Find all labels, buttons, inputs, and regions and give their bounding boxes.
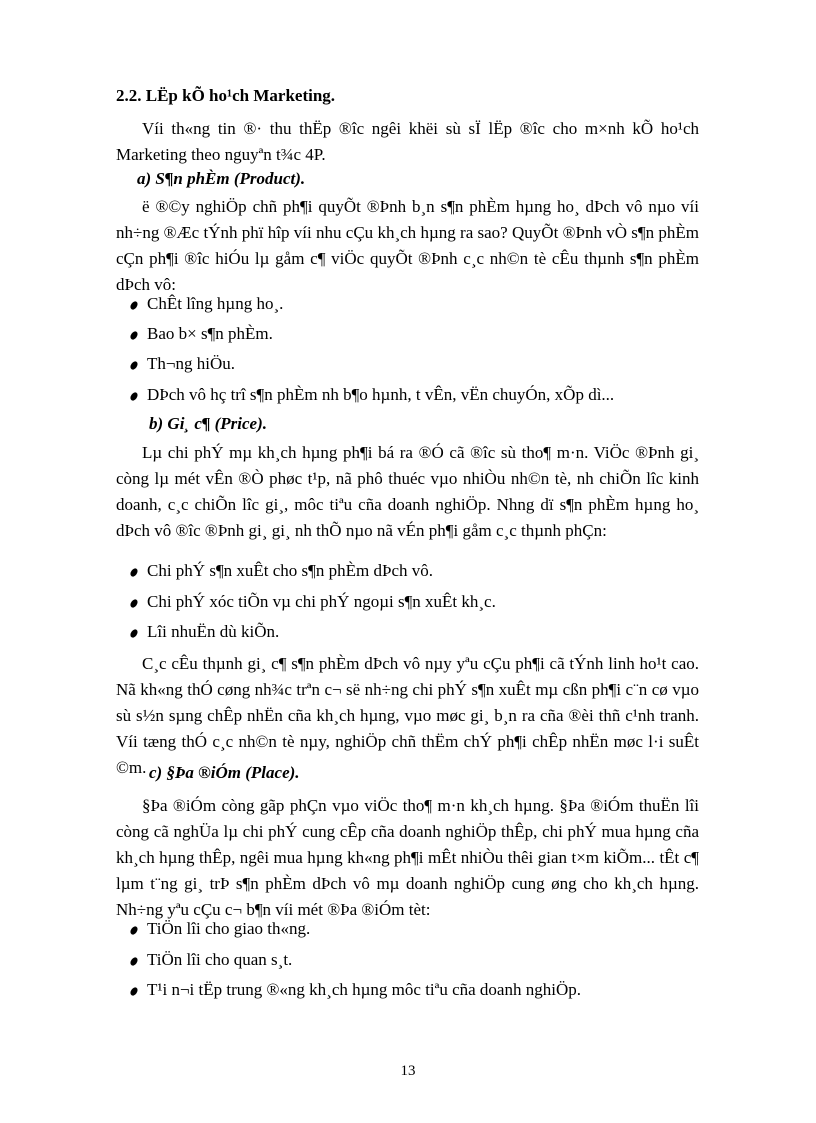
- place-paragraph: §Þa ®iÓm còng gãp phÇn vµo viÖc tho¶ m·n kh¸ch hµng. §Þa ®iÓm thuËn lîi còng cã nghÜa lµ chi phÝ cung cÊp cña doanh nghiÖp thÊp, chi phÝ mua hµng cña kh¸ch hµng thÊp, ngêi mua hµng kh«ng ph¶i mÊt nhiÒu thêi gian t×m kiÕm... tÊt c¶ lµm t¨ng gi¸ trÞ s¶n phÈm dÞch vô mµ doanh nghiÖp cung øng cho kh¸ch hµng. Nh÷ng yªu cÇu c¬ b¶n víi mét ®Þa ®iÓm tèt:: [116, 796, 699, 919]
- list-item: Bao b× s¶n phÈm.: [137, 324, 263, 344]
- bullet-icon: [129, 360, 139, 371]
- bullet-icon: [129, 598, 139, 609]
- list-item: DÞch vô hç trî s¶n phÈm nh b¶o hµnh, t vÊn, vËn chuyÓn, xÕp dì...: [137, 385, 604, 405]
- bullet-icon: [129, 300, 139, 311]
- bullet-icon: [129, 956, 139, 967]
- bullet-icon: [129, 628, 139, 639]
- price-paragraph-2: C¸c cÊu thµnh gi¸ c¶ s¶n phÈm dÞch vô nµy yªu cÇu ph¶i cã tÝnh linh ho¹t cao. Nã kh«ng thÓ cøng nh¾c trªn c¬ së nh÷ng chi phÝ s¶n xuÊt mµ cßn ph¶i c¨n cø vµo sù s½n sµng chÊp nhËn cña kh¸ch hµng, vµo møc gi¸ b¸n ra cña ®èi thñ c¹nh tranh. Víi tæng thÓ c¸c nh©n tè nµy, nghiÖp chñ thËm chÝ ph¶i chÊp nhËn møc l·i suÊt ©m.: [116, 654, 699, 777]
- price-paragraph: Lµ chi phÝ mµ kh¸ch hµng ph¶i bá ra ®Ó cã ®îc sù tho¶ m·n. ViÖc ®Þnh gi¸ còng lµ mét vÊn ®Ò phøc t¹p, nã phô thuéc vµo nhiÒu nh©n tè, nh chiÕn lîc kinh doanh, c¸c chiÕn lîc gi¸, môc tiªu cña doanh nghiÖp. Nhng dï s¶n phÈm hµng ho¸ dÞch vô ®îc ®Þnh gi¸ gi¸ nh thÕ nµo nã vÉn ph¶i gåm c¸c thµnh phÇn:: [116, 443, 699, 540]
- list-item: TiÖn lîi cho quan s¸t.: [137, 950, 282, 970]
- product-subheading: a) S¶n phÈm (Product).: [137, 169, 306, 188]
- price-subheading: b) Gi¸ c¶ (Price).: [149, 414, 268, 433]
- intro-paragraph: Víi th«ng tin ®· thu thËp ®îc ngêi khëi sù sÏ lËp ®îc cho m×nh kÕ ho¹ch Marketing theo nguyªn t¾c 4P.: [116, 119, 699, 164]
- list-item: ChÊt lîng hµng ho¸.: [137, 294, 273, 314]
- bullet-icon: [129, 391, 139, 402]
- bullet-icon: [129, 567, 139, 578]
- section-heading: 2.2. LËp kÕ ho¹ch Marketing.: [116, 86, 336, 105]
- product-paragraph: ë ®©y nghiÖp chñ ph¶i quyÕt ®Þnh b¸n s¶n phÈm hµng ho¸ dÞch vô nµo víi nh÷ng ®Æc tÝnh phï hîp víi nhu cÇu kh¸ch hµng ra sao? QuyÕt ®Þnh vÒ s¶n phÈm cÇn ph¶i ®îc hiÓu lµ gåm c¶ viÖc quyÕt ®Þnh c¸c nh©n tè cÊu thµnh s¶n phÈm dÞch vô:: [116, 197, 699, 294]
- page-number: 13: [400, 1063, 416, 1079]
- list-item: T¹i n¬i tËp trung ®«ng kh¸ch hµng môc tiªu cña doanh nghiÖp.: [137, 980, 571, 1000]
- place-subheading: c) §Þa ®iÓm (Place).: [149, 763, 300, 782]
- bullet-icon: [129, 986, 139, 997]
- list-item: Chi phÝ xóc tiÕn vµ chi phÝ ngoµi s¶n xuÊt kh¸c.: [137, 592, 486, 612]
- list-item: Lîi nhuËn dù kiÕn.: [137, 622, 269, 642]
- list-item: TiÖn lîi cho giao th«ng.: [137, 919, 300, 939]
- bullet-icon: [129, 330, 139, 341]
- list-item: Chi phÝ s¶n xuÊt cho s¶n phÈm dÞch vô.: [137, 561, 423, 581]
- bullet-icon: [129, 925, 139, 936]
- list-item: Th¬ng hiÖu.: [137, 354, 225, 374]
